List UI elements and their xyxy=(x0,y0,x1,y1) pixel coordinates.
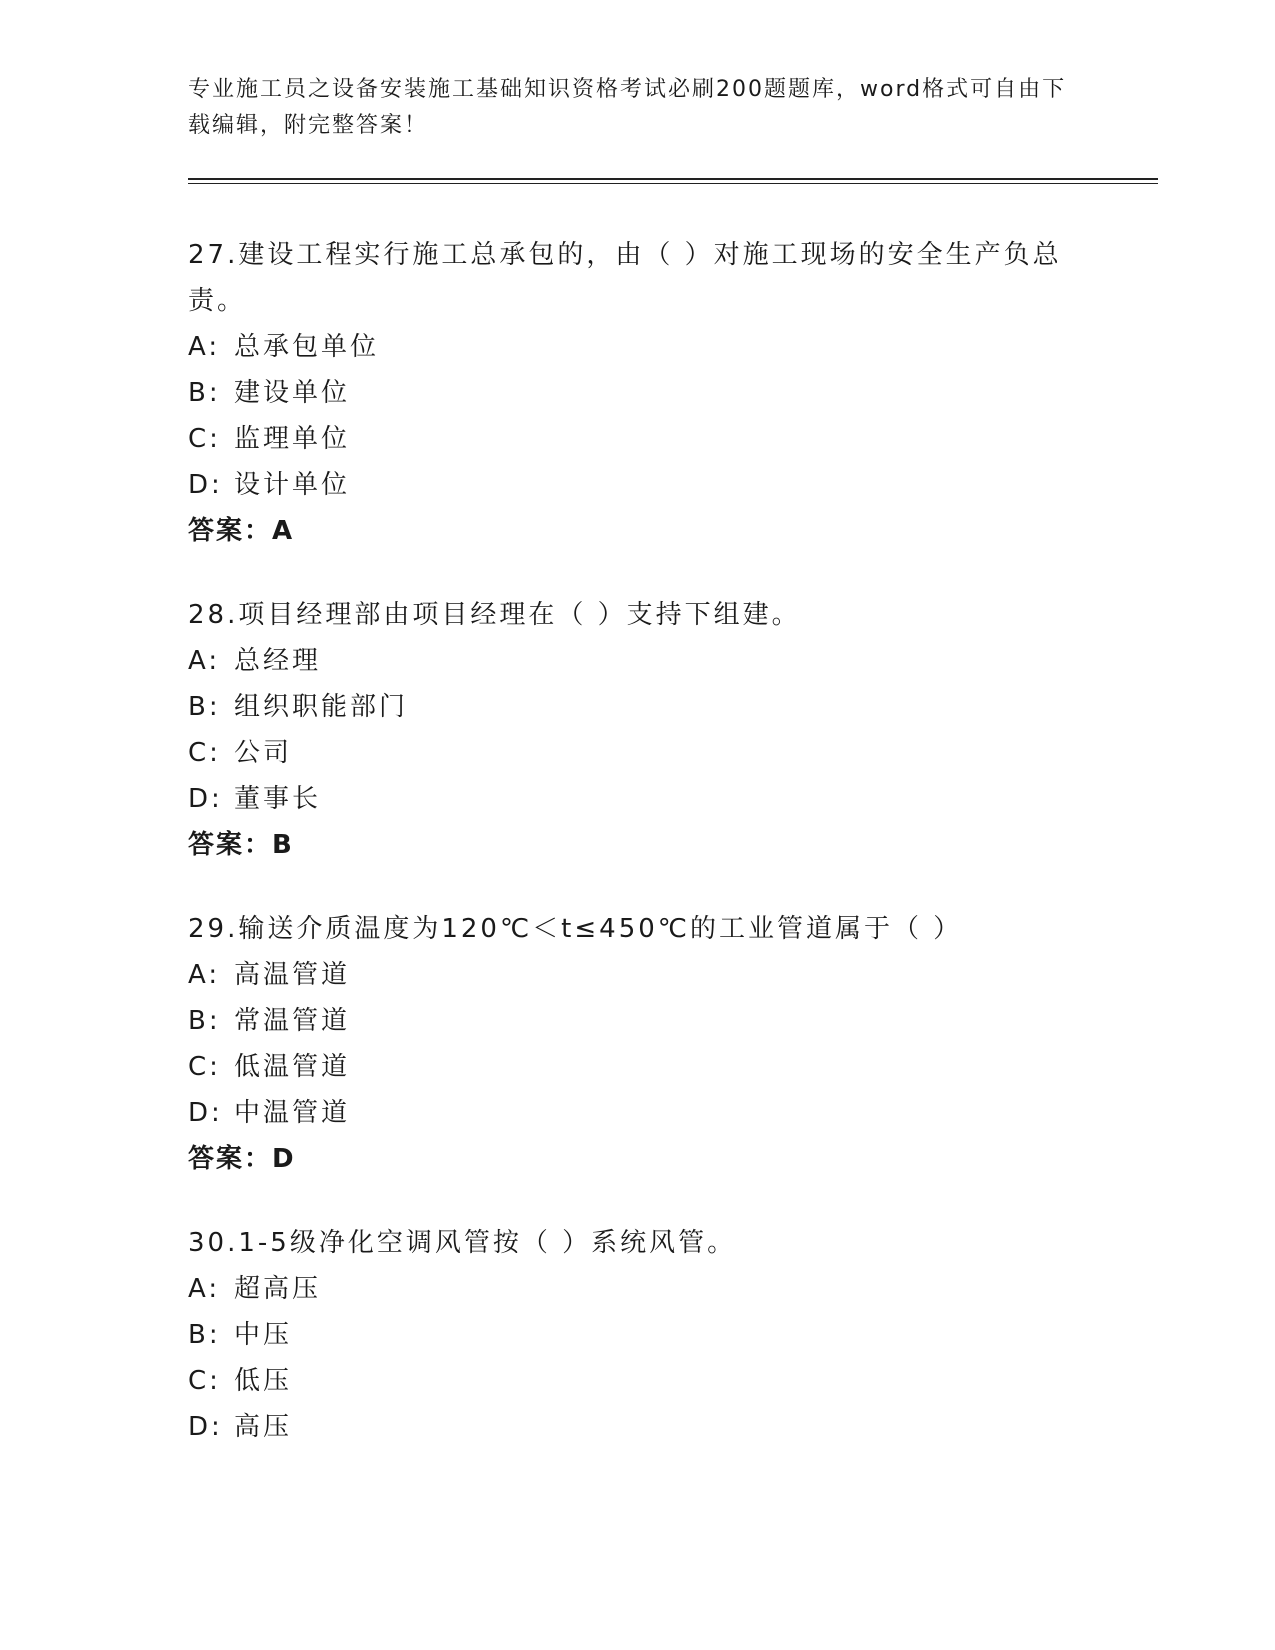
option-d xyxy=(188,776,1088,822)
answer-line: 答案：A xyxy=(188,516,295,546)
option-c xyxy=(188,1044,1088,1090)
option-b xyxy=(188,998,1088,1044)
option-letter: D: xyxy=(188,1098,223,1128)
question-list xyxy=(188,232,1088,1488)
document-header: 专业施工员之设备安装施工基础知识资格考试必刷200题题库，word格式可自由下载编辑，附完整答案！ xyxy=(188,77,1067,138)
option-letter: B: xyxy=(188,378,221,408)
option-letter: A: xyxy=(188,960,221,990)
question-stem: 30.1-5级净化空调风管按（ ）系统风管。 xyxy=(188,1228,737,1258)
option-a xyxy=(188,324,1088,370)
option-c xyxy=(188,730,1088,776)
option-a xyxy=(188,952,1088,998)
option-letter: B: xyxy=(188,692,221,722)
option-b xyxy=(188,684,1088,730)
option-text: 高压 xyxy=(234,1412,293,1442)
option-c xyxy=(188,1358,1088,1404)
answer-line: 答案：D xyxy=(188,1144,296,1174)
option-text: 总承包单位 xyxy=(234,332,380,362)
option-letter: A: xyxy=(188,1274,221,1304)
question-stem: 29.输送介质温度为120℃＜t≤450℃的工业管道属于（ ） xyxy=(188,914,963,944)
option-text: 设计单位 xyxy=(234,470,351,500)
header-divider-thick xyxy=(188,178,1158,180)
option-letter: D: xyxy=(188,1412,223,1442)
option-text: 监理单位 xyxy=(234,424,351,454)
option-letter: B: xyxy=(188,1320,221,1350)
option-letter: C: xyxy=(188,424,221,454)
answer-line: 答案：B xyxy=(188,830,294,860)
option-text: 中温管道 xyxy=(234,1098,351,1128)
option-text: 总经理 xyxy=(234,646,322,676)
option-text: 董事长 xyxy=(234,784,322,814)
option-letter: D: xyxy=(188,470,223,500)
option-d xyxy=(188,1404,1088,1450)
option-c xyxy=(188,416,1088,462)
header-divider-thin xyxy=(188,183,1158,184)
option-text: 公司 xyxy=(234,738,293,768)
option-text: 建设单位 xyxy=(234,378,351,408)
option-a xyxy=(188,1266,1088,1312)
question-stem: 28.项目经理部由项目经理在（ ）支持下组建。 xyxy=(188,600,801,630)
option-text: 组织职能部门 xyxy=(234,692,409,722)
option-b xyxy=(188,1312,1088,1358)
option-text: 低温管道 xyxy=(234,1052,351,1082)
option-letter: D: xyxy=(188,784,223,814)
option-text: 超高压 xyxy=(234,1274,322,1304)
option-letter: B: xyxy=(188,1006,221,1036)
option-text: 低压 xyxy=(234,1366,293,1396)
option-text: 高温管道 xyxy=(234,960,351,990)
option-letter: C: xyxy=(188,738,221,768)
option-a xyxy=(188,638,1088,684)
question-30 xyxy=(188,1220,1088,1450)
question-29 xyxy=(188,906,1088,1182)
option-d xyxy=(188,462,1088,508)
option-d xyxy=(188,1090,1088,1136)
question-27 xyxy=(188,232,1088,554)
option-text: 常温管道 xyxy=(234,1006,351,1036)
option-text: 中压 xyxy=(234,1320,293,1350)
option-letter: A: xyxy=(188,646,221,676)
option-letter: A: xyxy=(188,332,221,362)
option-letter: C: xyxy=(188,1366,221,1396)
question-28 xyxy=(188,592,1088,868)
option-letter: C: xyxy=(188,1052,221,1082)
question-stem: 27.建设工程实行施工总承包的，由（ ）对施工现场的安全生产负总责。 xyxy=(188,240,1062,316)
option-b xyxy=(188,370,1088,416)
